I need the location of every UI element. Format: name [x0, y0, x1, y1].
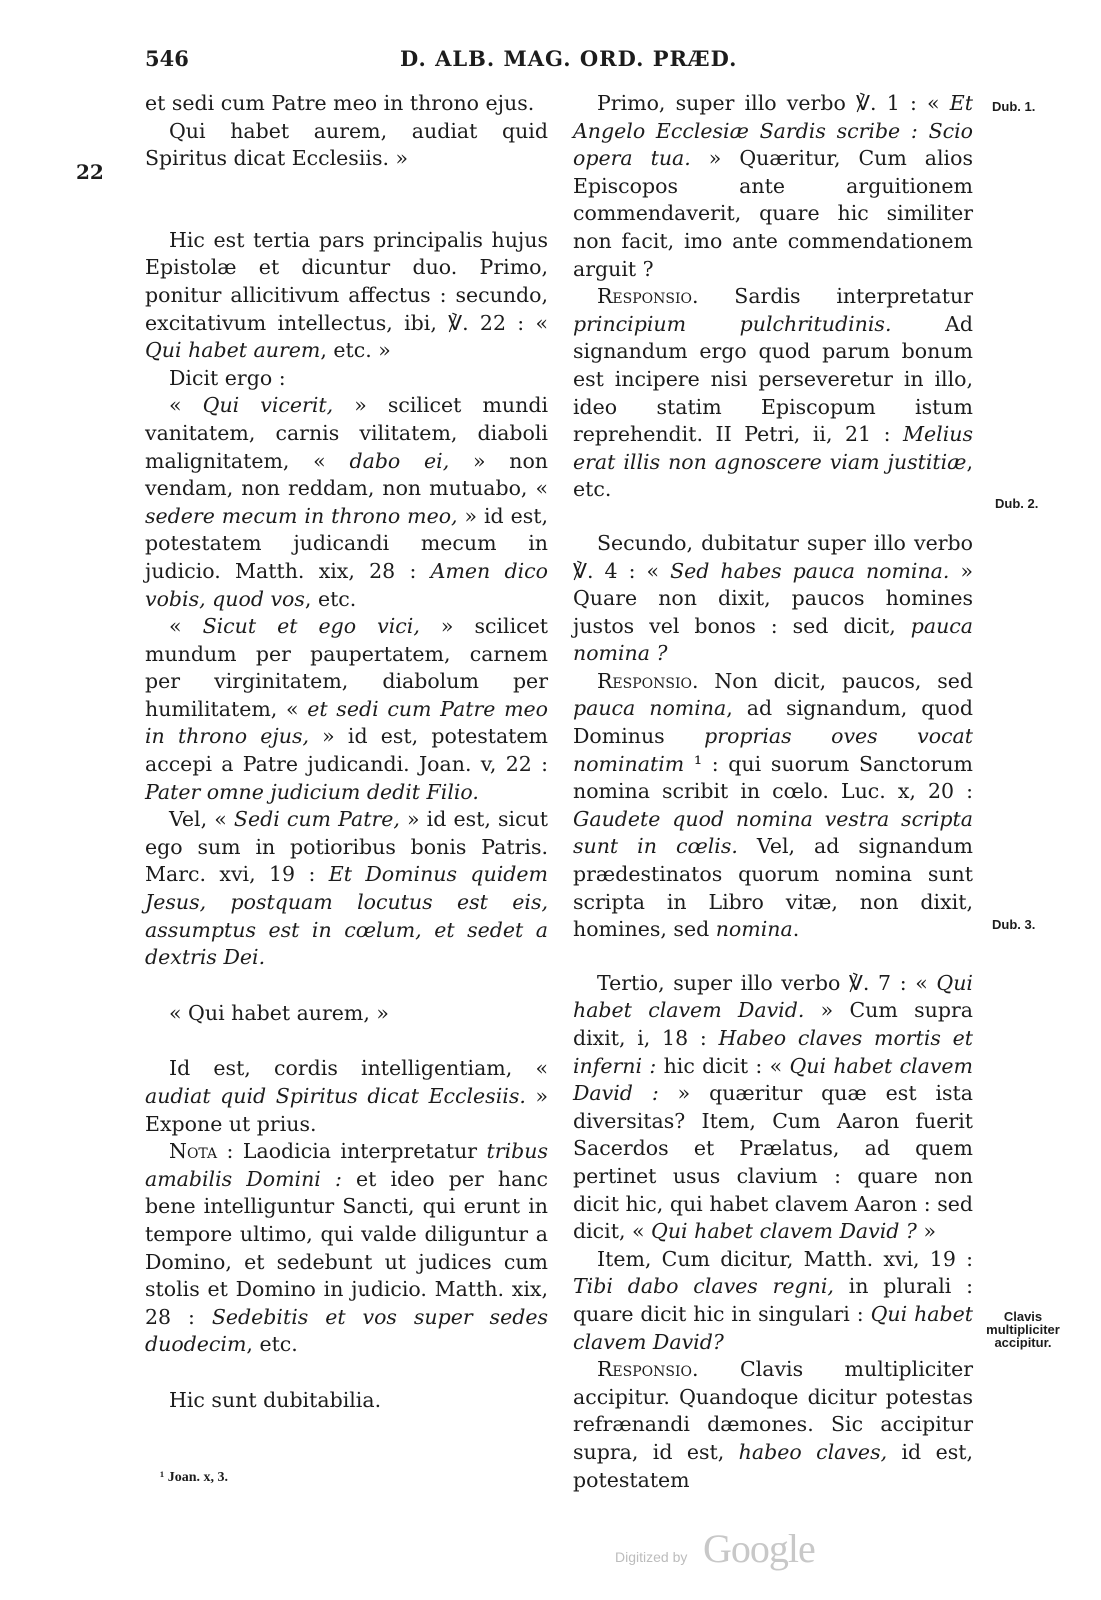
- google-logo: Google: [703, 1526, 815, 1571]
- lemma-heading: « Qui habet aurem, »: [169, 1000, 389, 1025]
- paragraph: Item, Cum dicitur, Matth. xvi, 19 : Tibi dabo claves regni, in plurali : quare dicit hic in singulari : Qui habet clavem David?: [573, 1246, 974, 1354]
- google-watermark: [615, 1525, 845, 1575]
- paragraph: Qui habet aurem, audiat quid Spiritus dicat Ecclesiis. »: [145, 118, 548, 171]
- paragraph: Nota : Laodicia interpretatur tribus amabilis Domini : et ideo per hanc bene intelliguntur Sancti, qui erunt in tempore ultimo, qui valde diliguntur a Domino, et sedebunt ut judices cum stolis et Domino in judicio. Matth. xix, 28 : Sedebitis et vos super sedes duodecim, etc.: [145, 1139, 548, 1357]
- margin-note-dub-3: Dub. 3.: [992, 917, 1036, 932]
- right-column: [573, 90, 973, 1494]
- paragraph: Dicit ergo :: [169, 365, 286, 390]
- paragraph: Primo, super illo verbo ℣. 1 : « Et Angelo Ecclesiæ Sardis scribe : Scio opera tua. » Quæritur, Cum alios Episcopos ante arguitionem commendaverit, quare hic similiter non facit, imo ante commendationem arguit ?: [573, 91, 973, 281]
- margin-note-clavis: Clavis multipliciter accipitur.: [986, 1309, 1060, 1350]
- margin-note-dub-2: Dub. 2.: [995, 496, 1039, 511]
- paragraph: Tertio, super illo verbo ℣. 7 : « Qui habet clavem David. » Cum supra dixit, i, 18 : Habeo claves mortis et inferni : hic dicit : « Qui habet clavem David : » quæritur quæ est ista diversitas? Item, Cum Aaron fuerit Sacerdos et Prælatus, ad quem pertinet usus clavium : quare non dicit hic, qui habet clavem Aaron : sed dicit, « Qui habet clavem David ? »: [573, 970, 973, 1244]
- margin-note-dub-1: Dub. 1.: [992, 99, 1036, 114]
- paragraph: Hic est tertia pars principalis hujus Epistolæ et dicuntur duo. Primo, ponitur allicitivum affectus : secundo, excitativum intellectus, ibi, ℣. 22 : « Qui habet aurem, etc. »: [145, 227, 548, 363]
- paragraph: Responsio. Clavis multipliciter accipitur. Quandoque dicitur potestas refrænandi dæmones. Sic accipitur supra, id est, habeo claves, id est, potestatem: [573, 1357, 973, 1492]
- paragraph: et sedi cum Patre meo in throno ejus.: [145, 91, 535, 115]
- page-header: [0, 46, 1101, 86]
- paragraph: Vel, « Sedi cum Patre, » id est, sicut ego sum in potioribus bonis Patris. Marc. xvi, 19 : Et Dominus quidem Jesus, postquam locutus est eis, assumptus est in cœlum, et sedet a dextris Dei.: [145, 807, 548, 970]
- verse-number: 22: [76, 160, 104, 184]
- watermark-caption: Digitized by: [615, 1549, 688, 1565]
- running-head: D. ALB. MAG. ORD. PRÆD.: [400, 46, 738, 71]
- page-number: 546: [145, 46, 189, 71]
- footnote: ¹ Joan. x, 3.: [160, 1470, 228, 1485]
- paragraph: « Qui vicerit, » scilicet mundi vanitatem, carnis vilitatem, diaboli malignitatem, « dabo ei, » non vendam, non reddam, non mutuabo, « sedere mecum in throno meo, » id est, potestatem judicandi mecum in judicio. Matth. xix, 28 : Amen dico vobis, quod vos, etc.: [145, 393, 549, 611]
- paragraph: Id est, cordis intelligentiam, « audiat quid Spiritus dicat Ecclesiis. » Expone ut prius.: [145, 1056, 548, 1136]
- paragraph: Responsio. Non dicit, paucos, sed pauca nomina, ad signandum, quod Dominus proprias oves vocat nominatim ¹ : qui suorum Sanctorum nomina scribit in cœlo. Luc. x, 20 : Gaudete quod nomina vestra scripta sunt in cœlis. Vel, ad signandum prædestinatos quorum nomina sunt scripta in Libro vitæ, non dixit, homines, sed nomina.: [573, 668, 974, 942]
- paragraph: Secundo, dubitatur super illo verbo ℣. 4 : « Sed habes pauca nomina. » Quare non dixit, paucos homines justos vel bonos : sed dicit, pauca nomina ?: [573, 530, 973, 666]
- paragraph: Hic sunt dubitabilia.: [169, 1387, 382, 1412]
- paragraph: Responsio. Sardis interpretatur principium pulchritudinis. Ad signandum ergo quod parum bonum est incipere nisi perseveretur in illo, ideo statim Episcopum istum reprehendit. II Petri, ii, 21 : Melius erat illis non agnoscere viam justitiæ, etc.: [573, 284, 973, 502]
- left-column: [145, 90, 548, 1415]
- paragraph: « Sicut et ego vici, » scilicet mundum per paupertatem, carnem per virginitatem, diabolum per humilitatem, « et sedi cum Patre meo in throno ejus, » id est, potestatem accepi a Patre judicandi. Joan. v, 22 : Pater omne judicium dedit Filio.: [145, 614, 548, 804]
